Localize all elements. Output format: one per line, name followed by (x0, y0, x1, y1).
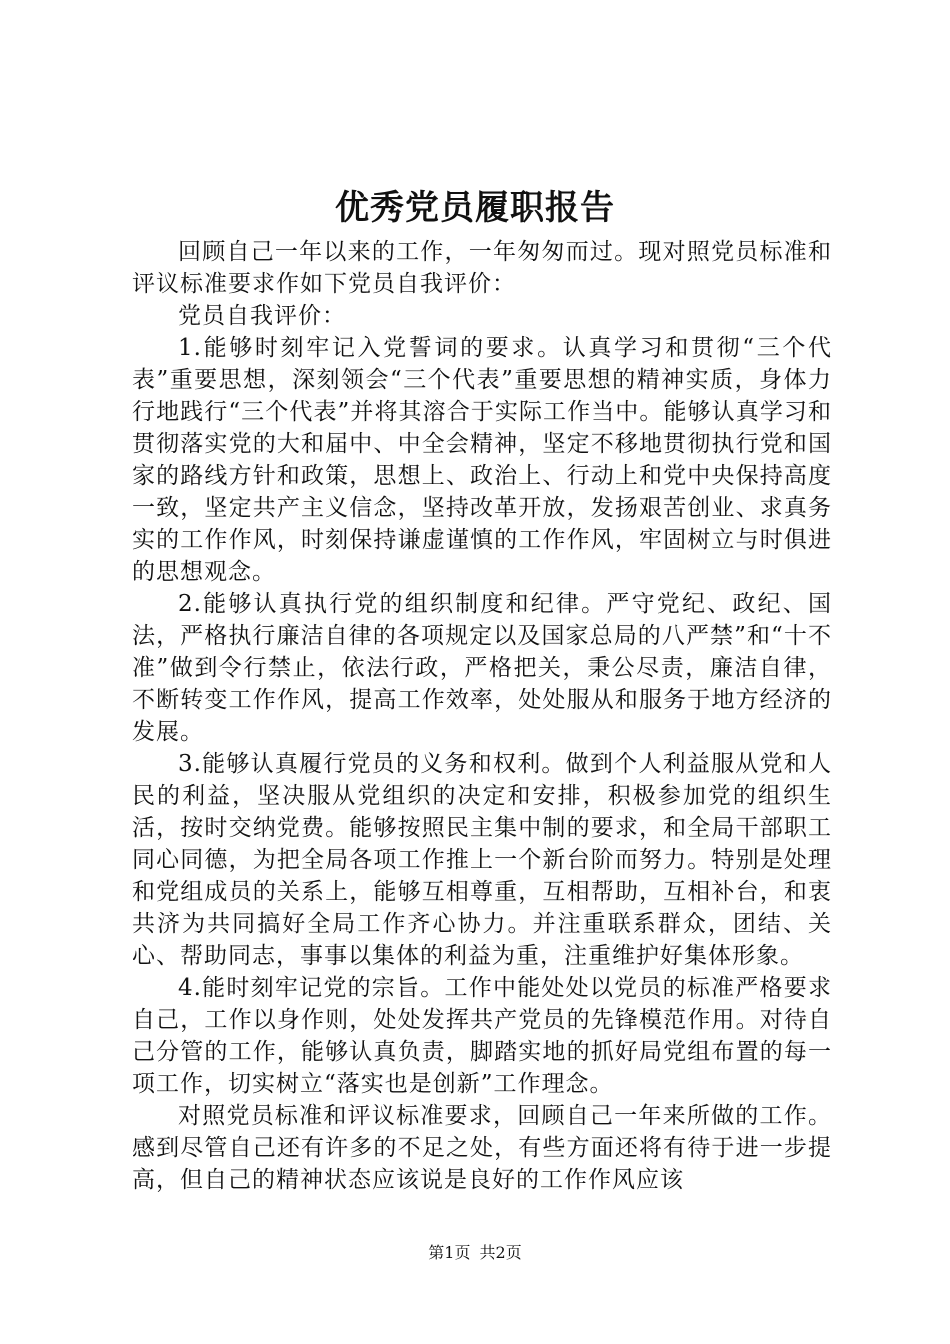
paragraph-conclusion: 对照党员标准和评议标准要求，回顾自己一年来所做的工作。感到尽管自己还有许多的不足之处，有些方面还将有待于进一步提高，但自己的精神状态应该说是良好的工作作风应该 (132, 1103, 832, 1193)
paragraph-intro: 回顾自己一年以来的工作，一年匆匆而过。现对照党员标准和评议标准要求作如下党员自我评价： (132, 239, 832, 297)
page-total: 共2页 (479, 1243, 522, 1262)
document-body (132, 236, 832, 1196)
paragraph-self-evaluation-heading: 党员自我评价： (178, 303, 346, 329)
page-number: 第1页 (428, 1243, 471, 1262)
document-title: 优秀党员履职报告 (335, 188, 615, 228)
paragraph-item-4: 4.能时刻牢记党的宗旨。工作中能处处以党员的标准严格要求自己，工作以身作则，处处发挥共产党员的先锋模范作用。对待自己分管的工作，能够认真负责，脚踏实地的抓好局党组布置的每一项工作，切实树立“落实也是创新”工作理念。 (132, 975, 832, 1097)
paragraph-item-2: 2.能够认真执行党的组织制度和纪律。严守党纪、政纪、国法，严格执行廉洁自律的各项规定以及国家总局的八严禁”和“十不准”做到令行禁止，依法行政，严格把关，秉公尽责，廉洁自律，不断转变工作作风，提高工作效率，处处服从和服务于地方经济的发展。 (132, 591, 832, 745)
page-footer (0, 1242, 950, 1264)
paragraph-item-1: 1.能够时刻牢记入党誓词的要求。认真学习和贯彻“三个代表”重要思想，深刻领会“三个代表”重要思想的精神实质，身体力行地践行“三个代表”并将其溶合于实际工作当中。能够认真学习和贯彻落实党的大和届中、中全会精神，坚定不移地贯彻执行党和国家的路线方针和政策，思想上、政治上、行动上和党中央保持高度一致，坚定共产主义信念，坚持改革开放，发扬艰苦创业、求真务实的工作作风，时刻保持谦虚谨慎的工作作风，牢固树立与时俱进的思想观念。 (132, 335, 832, 585)
paragraph-item-3: 3.能够认真履行党员的义务和权利。做到个人利益服从党和人民的利益，坚决服从党组织的决定和安排，积极参加党的组织生活，按时交纳党费。能够按照民主集中制的要求，和全局干部职工同心同德，为把全局各项工作推上一个新台阶而努力。特别是处理和党组成员的关系上，能够互相尊重，互相帮助，互相补台，和衷共济为共同搞好全局工作齐心协力。并注重联系群众，团结、关心、帮助同志，事事以集体的利益为重，注重维护好集体形象。 (132, 751, 832, 969)
